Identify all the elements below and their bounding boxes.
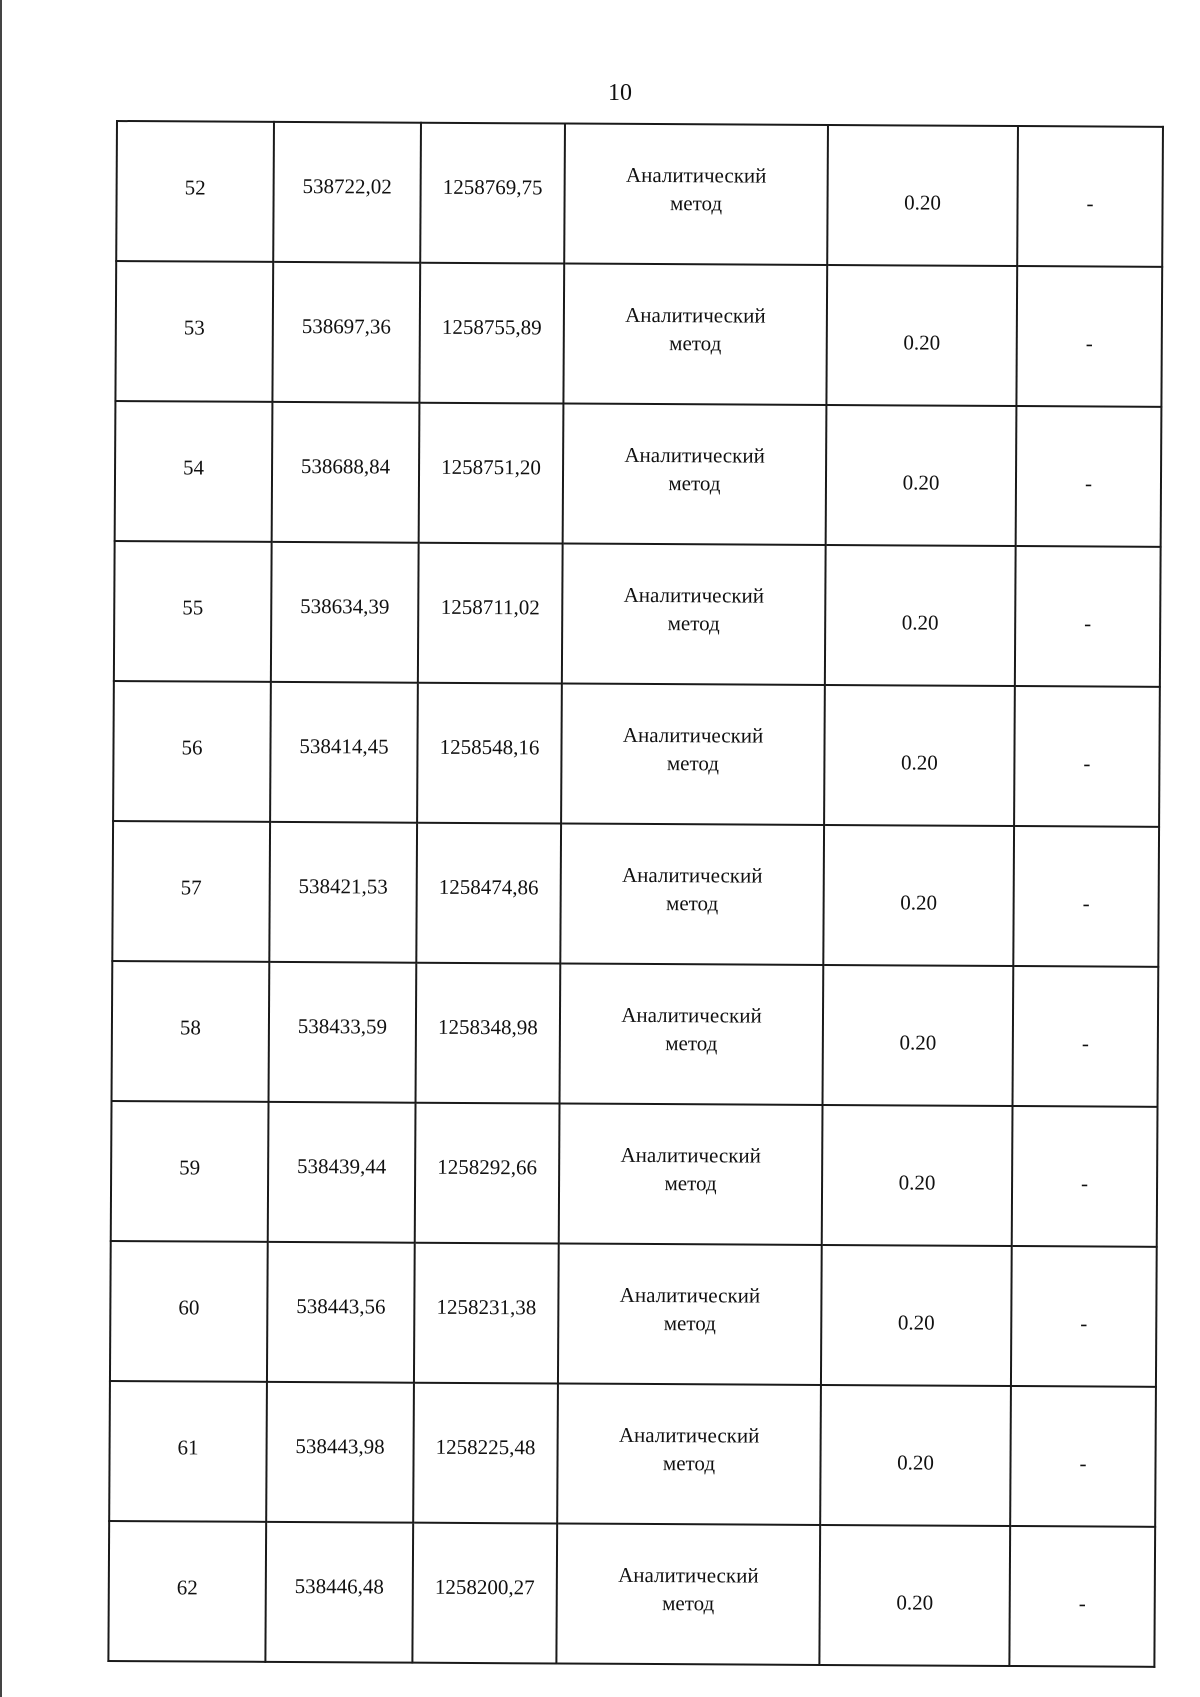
y-coordinate-cell: 1258474,86 — [416, 823, 561, 964]
description-cell: - — [1015, 546, 1161, 687]
table-row — [111, 1101, 1158, 1247]
y-coordinate-cell: 1258755,89 — [419, 263, 564, 404]
description-cell: - — [1013, 826, 1159, 967]
method-line-1: Аналитический — [622, 722, 764, 748]
table-row — [110, 1241, 1157, 1387]
accuracy-cell: 0.20 — [820, 1385, 1011, 1526]
coordinates-table — [107, 120, 1164, 1668]
y-coordinate-cell: 1258292,66 — [415, 1103, 560, 1244]
method-cell — [560, 963, 824, 1104]
table-row — [115, 401, 1162, 547]
point-number-cell: 54 — [115, 401, 273, 542]
x-coordinate-cell: 538722,02 — [273, 122, 421, 263]
method-line-2: метод — [667, 611, 720, 636]
table-row — [113, 681, 1160, 827]
x-coordinate-cell: 538688,84 — [272, 402, 420, 543]
method-cell — [557, 1383, 821, 1524]
method-line-1: Аналитический — [619, 1282, 761, 1308]
method-line-1: Аналитический — [625, 162, 767, 188]
point-number-cell: 59 — [111, 1101, 269, 1242]
method-cell — [561, 683, 825, 824]
method-line-1: Аналитический — [618, 1562, 759, 1588]
x-coordinate-cell: 538697,36 — [272, 262, 420, 403]
description-cell: - — [1013, 966, 1159, 1107]
table-row — [109, 1381, 1156, 1527]
method-line-1: Аналитический — [624, 442, 765, 468]
y-coordinate-cell: 1258348,98 — [416, 963, 561, 1104]
y-coordinate-cell: 1258751,20 — [419, 403, 564, 544]
x-coordinate-cell: 538443,98 — [266, 1382, 414, 1523]
method-line-2: метод — [666, 891, 719, 916]
y-coordinate-cell: 1258769,75 — [420, 123, 565, 264]
method-line-2: метод — [662, 1591, 715, 1616]
accuracy-cell: 0.20 — [825, 545, 1016, 686]
point-number-cell: 58 — [112, 961, 270, 1102]
method-line-2: метод — [665, 1031, 718, 1056]
point-number-cell: 61 — [109, 1381, 267, 1522]
method-line-1: Аналитический — [620, 1142, 762, 1168]
point-number-cell: 55 — [114, 541, 272, 682]
method-line-1: Аналитический — [621, 1002, 762, 1028]
accuracy-cell: 0.20 — [819, 1525, 1010, 1666]
description-cell: - — [1017, 126, 1163, 267]
accuracy-cell: 0.20 — [823, 965, 1014, 1106]
method-line-2: метод — [663, 1311, 716, 1336]
x-coordinate-cell: 538421,53 — [269, 822, 417, 963]
description-cell: - — [1012, 1106, 1158, 1247]
x-coordinate-cell: 538634,39 — [271, 542, 419, 683]
table-row — [108, 1521, 1155, 1667]
point-number-cell: 57 — [112, 821, 270, 962]
method-line-2: метод — [664, 1171, 717, 1196]
description-cell: - — [1009, 1526, 1155, 1667]
point-number-cell: 52 — [116, 121, 274, 262]
point-number-cell: 56 — [113, 681, 271, 822]
point-number-cell: 53 — [115, 261, 273, 402]
description-cell: - — [1016, 266, 1162, 407]
page-number: 10 — [608, 80, 632, 106]
y-coordinate-cell: 1258200,27 — [412, 1523, 557, 1664]
method-cell — [564, 124, 828, 265]
method-line-2: метод — [662, 1451, 716, 1476]
table-row — [112, 961, 1159, 1107]
method-cell — [560, 823, 824, 964]
accuracy-cell: 0.20 — [823, 825, 1014, 966]
method-line-2: метод — [668, 471, 721, 496]
y-coordinate-cell: 1258225,48 — [413, 1383, 558, 1524]
method-cell — [562, 544, 826, 685]
method-line-1: Аналитический — [625, 302, 766, 328]
x-coordinate-cell: 538433,59 — [269, 962, 417, 1103]
description-cell: - — [1016, 406, 1162, 547]
x-coordinate-cell: 538443,56 — [267, 1242, 415, 1383]
method-cell — [563, 404, 827, 545]
point-number-cell: 60 — [110, 1241, 268, 1382]
y-coordinate-cell: 1258548,16 — [417, 683, 562, 824]
method-cell — [556, 1523, 820, 1664]
y-coordinate-cell: 1258231,38 — [414, 1243, 559, 1384]
method-line-1: Аналитический — [618, 1422, 760, 1448]
table-row — [115, 261, 1162, 407]
method-cell — [559, 1103, 823, 1244]
accuracy-cell: 0.20 — [822, 1105, 1013, 1246]
accuracy-cell: 0.20 — [826, 265, 1017, 406]
description-cell: - — [1011, 1246, 1157, 1387]
method-line-1: Аналитический — [621, 862, 763, 888]
table-row — [112, 821, 1159, 967]
method-line-2: метод — [669, 331, 722, 356]
x-coordinate-cell: 538414,45 — [270, 682, 418, 823]
point-number-cell: 62 — [108, 1521, 266, 1662]
accuracy-cell: 0.20 — [827, 125, 1018, 266]
table-row — [116, 121, 1163, 267]
y-coordinate-cell: 1258711,02 — [418, 543, 563, 684]
method-cell — [563, 264, 827, 405]
table-body — [108, 121, 1163, 1667]
method-cell — [558, 1243, 822, 1384]
method-line-2: метод — [669, 191, 723, 216]
method-line-2: метод — [666, 751, 720, 776]
x-coordinate-cell: 538446,48 — [265, 1522, 413, 1663]
description-cell: - — [1014, 686, 1160, 827]
accuracy-cell: 0.20 — [826, 405, 1017, 546]
table-row — [114, 541, 1161, 687]
method-line-1: Аналитический — [623, 582, 765, 608]
x-coordinate-cell: 538439,44 — [268, 1102, 416, 1243]
accuracy-cell: 0.20 — [821, 1245, 1012, 1386]
description-cell: - — [1010, 1386, 1156, 1527]
scan-edge-line — [0, 0, 2, 1697]
accuracy-cell: 0.20 — [824, 685, 1015, 826]
